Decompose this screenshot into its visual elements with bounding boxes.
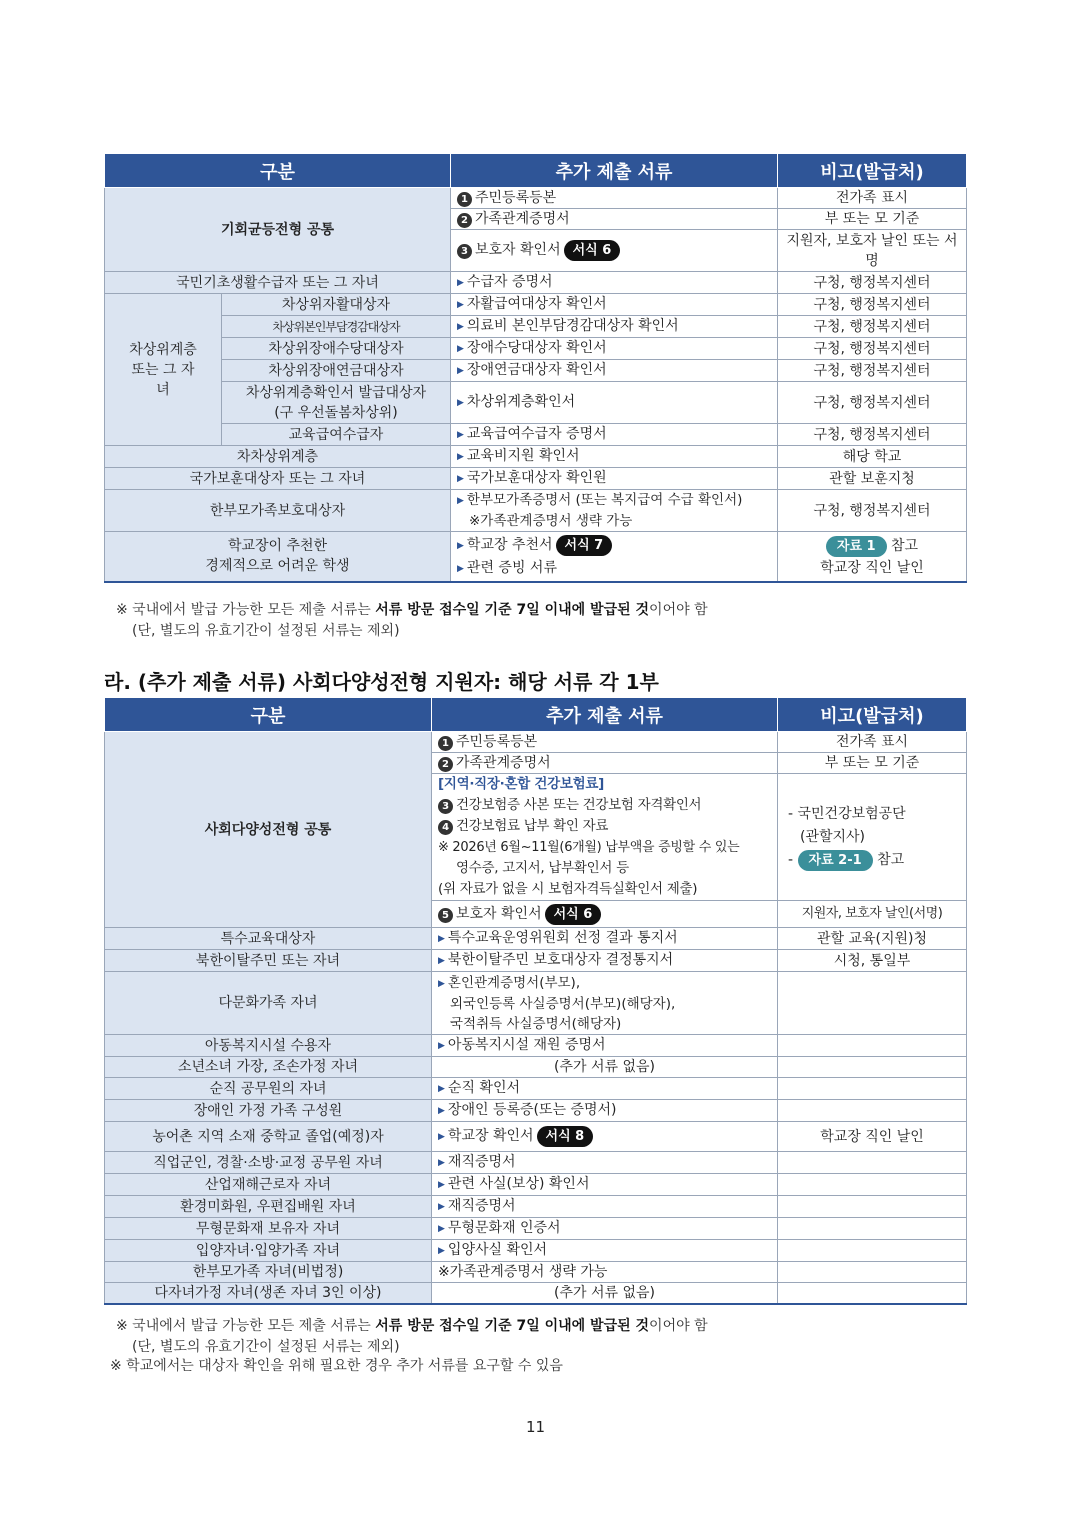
row-sublabel: 차상위계층확인서 발급대상자 (구 우선돌봄차상위) bbox=[222, 382, 451, 424]
doc-cell: ▶ 무형문화재 인증서 bbox=[432, 1218, 778, 1240]
page-number: 11 bbox=[525, 1418, 546, 1436]
bullet-triangle-icon: ▶ bbox=[457, 300, 464, 310]
remark-cell: 지원자, 보호자 날인(서명) bbox=[778, 901, 967, 928]
doc-cell: ▶ 아동복지시설 재원 증명서 bbox=[432, 1035, 778, 1057]
row-sublabel: 차상위장애연금대상자 bbox=[222, 360, 451, 382]
column-header-category: 구분 bbox=[105, 698, 432, 732]
table-equal-opportunity bbox=[104, 153, 967, 583]
row-label: 직업군인, 경찰·소방·교정 공무원 자녀 bbox=[105, 1152, 432, 1174]
doc-cell: ▶ 차상위계층확인서 bbox=[451, 382, 778, 424]
doc-cell: (추가 서류 없음) bbox=[432, 1283, 778, 1305]
remark-cell: 부 또는 모 기준 bbox=[778, 753, 967, 774]
row-sublabel: 차상위자활대상자 bbox=[222, 294, 451, 316]
row-label: 환경미화원, 우편집배원 자녀 bbox=[105, 1196, 432, 1218]
remark-cell: 관할 교육(지원)청 bbox=[778, 928, 967, 950]
section-title: 라. (추가 제출 서류) 사회다양성전형 지원자: 해당 서류 각 1부 bbox=[104, 670, 659, 694]
row-label-common: 사회다양성전형 공통 bbox=[105, 732, 432, 928]
footnote-validity-2: ※ 국내에서 발급 가능한 모든 제출 서류는 서류 방문 접수일 기준 7일 이내에 발급된 것이어야 함 (단, 별도의 유효기간이 설정된 서류는 제외) bbox=[116, 1318, 708, 1355]
bullet-triangle-icon: ▶ bbox=[438, 1132, 445, 1142]
remark-cell: 해당 학교 bbox=[778, 446, 967, 468]
bullet-triangle-icon: ▶ bbox=[438, 1084, 445, 1094]
bullet-triangle-icon: ▶ bbox=[438, 934, 445, 944]
row-label: 농어촌 지역 소재 중학교 졸업(예정)자 bbox=[105, 1122, 432, 1152]
row-label: 한부모가족보호대상자 bbox=[105, 490, 451, 532]
doc-cell: ※가족관계증명서 생략 가능 bbox=[432, 1262, 778, 1283]
remark-cell: 부 또는 모 기준 bbox=[778, 209, 967, 230]
bullet-triangle-icon: ▶ bbox=[438, 1224, 445, 1234]
doc-cell: ▶ 교육급여수급자 증명서 bbox=[451, 424, 778, 446]
doc-cell: ▶ 의료비 본인부담경감대상자 확인서 bbox=[451, 316, 778, 338]
row-label: 입양자녀·입양가족 자녀 bbox=[105, 1240, 432, 1262]
row-label-common: 기회균등전형 공통 bbox=[105, 188, 451, 272]
bullet-triangle-icon: ▶ bbox=[457, 496, 464, 506]
bullet-triangle-icon: ▶ bbox=[438, 978, 445, 989]
remark-cell: 전가족 표시 bbox=[778, 188, 967, 209]
bullet-triangle-icon: ▶ bbox=[457, 430, 464, 440]
number-3-icon: 3 bbox=[438, 799, 453, 814]
remark-cell: 시청, 통일부 bbox=[778, 950, 967, 972]
column-header-category: 구분 bbox=[105, 154, 451, 188]
row-label: 학교장이 추천한 경제적으로 어려운 학생 bbox=[105, 532, 451, 582]
doc-cell: (추가 서류 없음) bbox=[432, 1057, 778, 1078]
bullet-triangle-icon: ▶ bbox=[457, 541, 464, 552]
doc-cell: ▶ 한부모가족증명서 (또는 복지급여 수급 확인서) ※가족관계증명서 생략 가능 bbox=[451, 490, 778, 532]
row-label: 소년소녀 가장, 조손가정 자녀 bbox=[105, 1057, 432, 1078]
row-label: 국가보훈대상자 또는 그 자녀 bbox=[105, 468, 451, 490]
reference-badge: 자료 1 bbox=[826, 536, 887, 557]
doc-cell: 1 주민등록등본 bbox=[432, 732, 778, 753]
doc-cell: ▶ 장애인 등록증(또는 증명서) bbox=[432, 1100, 778, 1122]
doc-cell: ▶ 국가보훈대상자 확인원 bbox=[451, 468, 778, 490]
bullet-triangle-icon: ▶ bbox=[457, 398, 464, 408]
doc-cell: ▶ 장애연금대상자 확인서 bbox=[451, 360, 778, 382]
table-social-diversity bbox=[104, 697, 967, 1305]
row-label: 북한이탈주민 또는 자녀 bbox=[105, 950, 432, 972]
reference-badge: 자료 2-1 bbox=[798, 850, 873, 871]
remark-cell bbox=[778, 972, 967, 1035]
row-label: 차차상위계층 bbox=[105, 446, 451, 468]
remark-cell: 자료 1 참고 학교장 직인 날인 bbox=[778, 532, 967, 582]
remark-cell: 관할 보훈지청 bbox=[778, 468, 967, 490]
remark-cell: 학교장 직인 날인 bbox=[778, 1122, 967, 1152]
remark-cell bbox=[778, 1262, 967, 1283]
bullet-triangle-icon: ▶ bbox=[438, 1202, 445, 1212]
row-label: 순직 공무원의 자녀 bbox=[105, 1078, 432, 1100]
form-badge: 서식 8 bbox=[537, 1126, 594, 1147]
footnote-validity: ※ 국내에서 발급 가능한 모든 제출 서류는 서류 방문 접수일 기준 7일 이내에 발급된 것이어야 함 (단, 별도의 유효기간이 설정된 서류는 제외) bbox=[116, 602, 708, 639]
row-label: 다자녀가정 자녀(생존 자녀 3인 이상) bbox=[105, 1283, 432, 1305]
column-header-documents: 추가 제출 서류 bbox=[451, 154, 778, 188]
bullet-triangle-icon: ▶ bbox=[457, 278, 464, 288]
doc-cell: ▶ 학교장 추천서 서식 7 ▶ 관련 증빙 서류 bbox=[451, 532, 778, 582]
row-label: 산업재해근로자 자녀 bbox=[105, 1174, 432, 1196]
bullet-triangle-icon: ▶ bbox=[457, 322, 464, 332]
number-3-icon: 3 bbox=[457, 244, 472, 259]
remark-cell: 전가족 표시 bbox=[778, 732, 967, 753]
doc-cell: ▶ 수급자 증명서 bbox=[451, 272, 778, 294]
bullet-triangle-icon: ▶ bbox=[438, 1106, 445, 1116]
form-badge: 서식 7 bbox=[556, 535, 613, 556]
doc-cell: 1 주민등록등본 bbox=[451, 188, 778, 209]
doc-cell: ▶ 북한이탈주민 보호대상자 결정통지서 bbox=[432, 950, 778, 972]
doc-cell: ▶ 혼인관계증명서(부모), 외국인등록 사실증명서(부모)(해당자), 국적취득 사실증명서(해당자) bbox=[432, 972, 778, 1035]
number-1-icon: 1 bbox=[457, 192, 472, 207]
remark-cell: 구청, 행정복지센터 bbox=[778, 424, 967, 446]
remark-cell: 구청, 행정복지센터 bbox=[778, 382, 967, 424]
remark-cell: 구청, 행정복지센터 bbox=[778, 490, 967, 532]
bullet-triangle-icon: ▶ bbox=[457, 474, 464, 484]
doc-cell: ▶ 관련 사실(보상) 확인서 bbox=[432, 1174, 778, 1196]
remark-cell bbox=[778, 1152, 967, 1174]
remark-cell bbox=[778, 1078, 967, 1100]
row-label: 아동복지시설 수용자 bbox=[105, 1035, 432, 1057]
doc-cell: ▶ 교육비지원 확인서 bbox=[451, 446, 778, 468]
form-badge: 서식 6 bbox=[564, 240, 621, 261]
row-label: 장애인 가정 가족 구성원 bbox=[105, 1100, 432, 1122]
bullet-triangle-icon: ▶ bbox=[438, 1246, 445, 1256]
row-label: 국민기초생활수급자 또는 그 자녀 bbox=[105, 272, 451, 294]
remark-cell bbox=[778, 1196, 967, 1218]
remark-cell bbox=[778, 1218, 967, 1240]
row-label: 한부모가족 자녀(비법정) bbox=[105, 1262, 432, 1283]
bullet-triangle-icon: ▶ bbox=[438, 1158, 445, 1168]
form-badge: 서식 6 bbox=[545, 904, 602, 925]
remark-cell bbox=[778, 1057, 967, 1078]
doc-cell: ▶ 자활급여대상자 확인서 bbox=[451, 294, 778, 316]
doc-cell: ▶ 재직증명서 bbox=[432, 1196, 778, 1218]
remark-cell: 구청, 행정복지센터 bbox=[778, 316, 967, 338]
doc-cell: 2 가족관계증명서 bbox=[451, 209, 778, 230]
doc-cell: ▶ 입양사실 확인서 bbox=[432, 1240, 778, 1262]
number-5-icon: 5 bbox=[438, 908, 453, 923]
remark-cell bbox=[778, 1035, 967, 1057]
column-header-documents: 추가 제출 서류 bbox=[432, 698, 778, 732]
remark-cell bbox=[778, 1240, 967, 1262]
row-label: 무형문화재 보유자 자녀 bbox=[105, 1218, 432, 1240]
bullet-triangle-icon: ▶ bbox=[457, 344, 464, 354]
remark-cell bbox=[778, 1174, 967, 1196]
column-header-remarks: 비고(발급처) bbox=[778, 154, 967, 188]
number-2-icon: 2 bbox=[457, 213, 472, 228]
remark-cell bbox=[778, 1100, 967, 1122]
remark-cell: 지원자, 보호자 날인 또는 서명 bbox=[778, 230, 967, 272]
bullet-triangle-icon: ▶ bbox=[438, 1180, 445, 1190]
remark-cell: - 국민건강보험공단 (관할지사) - 자료 2-1 참고 bbox=[778, 774, 967, 901]
bullet-triangle-icon: ▶ bbox=[438, 956, 445, 966]
remark-cell: 구청, 행정복지센터 bbox=[778, 294, 967, 316]
doc-cell: ▶ 학교장 확인서 서식 8 bbox=[432, 1122, 778, 1152]
number-4-icon: 4 bbox=[438, 820, 453, 835]
doc-cell: ▶ 재직증명서 bbox=[432, 1152, 778, 1174]
row-label: 특수교육대상자 bbox=[105, 928, 432, 950]
footnote-extra-docs: ※ 학교에서는 대상자 확인을 위해 필요한 경우 추가 서류를 요구할 수 있음 bbox=[110, 1358, 563, 1374]
doc-cell: ▶ 장애수당대상자 확인서 bbox=[451, 338, 778, 360]
bullet-triangle-icon: ▶ bbox=[457, 564, 464, 575]
remark-cell bbox=[778, 1283, 967, 1305]
remark-cell: 구청, 행정복지센터 bbox=[778, 360, 967, 382]
row-label: 다문화가족 자녀 bbox=[105, 972, 432, 1035]
bullet-triangle-icon: ▶ bbox=[457, 366, 464, 376]
bullet-triangle-icon: ▶ bbox=[457, 452, 464, 462]
remark-cell: 구청, 행정복지센터 bbox=[778, 272, 967, 294]
row-sublabel: 차상위본인부담경감대상자 bbox=[222, 316, 451, 338]
doc-cell: ▶ 순직 확인서 bbox=[432, 1078, 778, 1100]
doc-cell-health-insurance: [지역·직장·혼합 건강보험료] 3 건강보험증 사본 또는 건강보험 자격확인서 4 건강보험료 납부 확인 자료 ※ 2026년 6월~11월(6개월) 납부액을 증빙할 수 있는 영수증, 고지서, 납부확인서 등 (위 자료가 없을 시 보험자격득실확인서 제출) bbox=[432, 774, 778, 901]
remark-cell: 구청, 행정복지센터 bbox=[778, 338, 967, 360]
row-group-label: 차상위계층 또는 그 자녀 bbox=[105, 294, 222, 446]
number-2-icon: 2 bbox=[438, 757, 453, 772]
doc-cell: 3 보호자 확인서 서식 6 bbox=[451, 230, 778, 272]
row-sublabel: 교육급여수급자 bbox=[222, 424, 451, 446]
column-header-remarks: 비고(발급처) bbox=[778, 698, 967, 732]
bullet-triangle-icon: ▶ bbox=[438, 1041, 445, 1051]
number-1-icon: 1 bbox=[438, 736, 453, 751]
row-sublabel: 차상위장애수당대상자 bbox=[222, 338, 451, 360]
doc-cell: ▶ 특수교육운영위원회 선정 결과 통지서 bbox=[432, 928, 778, 950]
doc-cell: 2 가족관계증명서 bbox=[432, 753, 778, 774]
doc-cell: 5 보호자 확인서 서식 6 bbox=[432, 901, 778, 928]
